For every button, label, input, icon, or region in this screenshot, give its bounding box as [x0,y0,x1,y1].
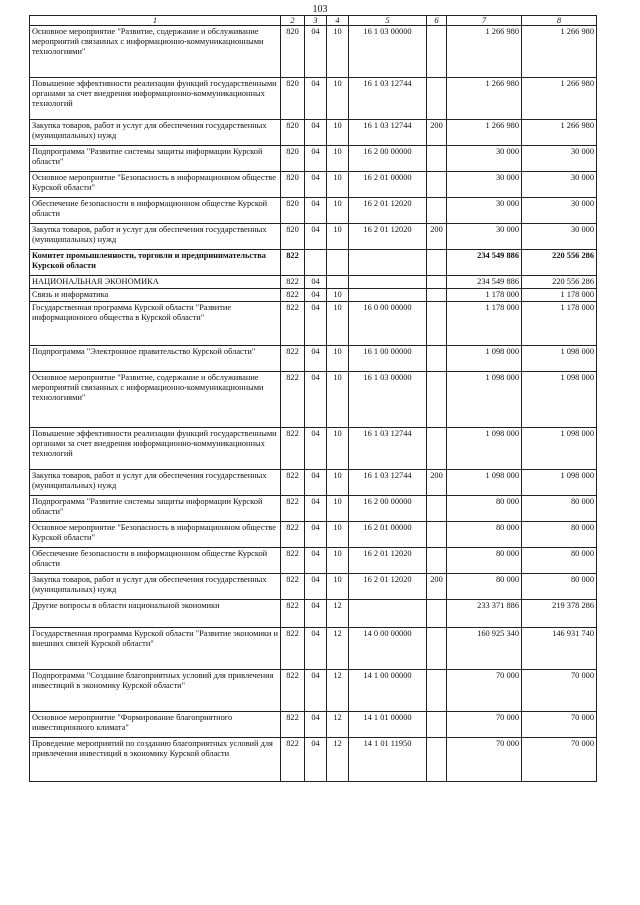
row-name-cell: Проведение мероприятий по созданию благоприятных условий для привлечения инвестиций в экономику Курской области [30,738,281,782]
row-cell-col2: 822 [281,628,305,670]
row-cell-col7: 234 549 886 [447,250,522,276]
row-cell-col6 [427,372,447,428]
row-cell-col3: 04 [305,120,327,146]
row-cell-col8: 220 556 286 [522,276,597,289]
table-row [30,496,597,522]
row-cell-col7: 80 000 [447,548,522,574]
row-cell-col6 [427,522,447,548]
row-name-cell: Основное мероприятие "Безопасность в информационном обществе Курской области" [30,172,281,198]
table-row [30,470,597,496]
row-cell-col4: 10 [327,302,349,346]
row-cell-col5: 14 0 00 00000 [349,628,427,670]
row-cell-col5: 16 1 00 00000 [349,346,427,372]
col-header-8: 8 [522,16,597,26]
row-name-cell: Государственная программа Курской области "Развитие экономики и внешних связей Курской области" [30,628,281,670]
row-cell-col8: 80 000 [522,496,597,522]
row-cell-col5 [349,250,427,276]
row-cell-col3 [305,250,327,276]
row-cell-col4: 10 [327,470,349,496]
row-cell-col2: 822 [281,428,305,470]
row-cell-col3: 04 [305,172,327,198]
row-cell-col5: 16 2 01 12020 [349,224,427,250]
row-cell-col6 [427,250,447,276]
row-cell-col3: 04 [305,574,327,600]
row-name-cell: Обеспечение безопасности в информационном обществе Курской области [30,548,281,574]
row-cell-col5: 16 1 03 00000 [349,26,427,78]
row-cell-col4: 10 [327,372,349,428]
page-number: 103 [312,4,328,15]
row-cell-col3: 04 [305,548,327,574]
table-row [30,428,597,470]
table-row [30,146,597,172]
row-cell-col3: 04 [305,470,327,496]
row-name-cell: Основное мероприятие "Развитие, содержание и обслуживание мероприятий связанных с информационно-коммуникационными технологиями" [30,26,281,78]
col-header-1: 1 [30,16,281,26]
row-cell-col7: 30 000 [447,146,522,172]
row-name-cell: Государственная программа Курской области "Развитие информационного общества в Курской области" [30,302,281,346]
col-header-4: 4 [327,16,349,26]
row-cell-col2: 820 [281,172,305,198]
table-row [30,224,597,250]
row-cell-col5: 16 1 03 00000 [349,372,427,428]
row-cell-col8: 1 266 980 [522,78,597,120]
row-cell-col6 [427,738,447,782]
table-row [30,372,597,428]
row-name-cell: Связь и информатика [30,289,281,302]
row-cell-col5: 16 1 03 12744 [349,78,427,120]
row-cell-col2: 822 [281,548,305,574]
table-row [30,738,597,782]
table-row [30,574,597,600]
col-header-6: 6 [427,16,447,26]
row-cell-col4 [327,250,349,276]
col-header-7: 7 [447,16,522,26]
row-cell-col2: 820 [281,26,305,78]
row-cell-col8: 80 000 [522,548,597,574]
row-cell-col8: 1 098 000 [522,428,597,470]
row-cell-col2: 822 [281,346,305,372]
table-row [30,289,597,302]
row-cell-col4: 10 [327,496,349,522]
row-cell-col2: 822 [281,670,305,712]
table-row [30,302,597,346]
row-cell-col3: 04 [305,146,327,172]
column-number-row [30,16,597,26]
row-cell-col4: 10 [327,289,349,302]
row-cell-col2: 822 [281,276,305,289]
row-cell-col5: 16 0 00 00000 [349,302,427,346]
row-cell-col8: 1 098 000 [522,372,597,428]
row-cell-col5: 14 1 01 11950 [349,738,427,782]
row-cell-col3: 04 [305,302,327,346]
row-cell-col5: 16 2 01 00000 [349,522,427,548]
row-cell-col8: 146 931 740 [522,628,597,670]
row-cell-col7: 1 098 000 [447,372,522,428]
row-cell-col2: 820 [281,198,305,224]
row-cell-col2: 822 [281,250,305,276]
row-name-cell: Обеспечение безопасности в информационном обществе Курской области [30,198,281,224]
row-cell-col5 [349,289,427,302]
row-cell-col3: 04 [305,26,327,78]
row-cell-col6 [427,78,447,120]
row-name-cell: Закупка товаров, работ и услуг для обеспечения государственных (муниципальных) нужд [30,470,281,496]
row-name-cell: Подпрограмма "Развитие системы защиты информации Курской области" [30,146,281,172]
row-cell-col6 [427,302,447,346]
row-cell-col5: 16 2 01 12020 [349,574,427,600]
row-cell-col2: 822 [281,738,305,782]
row-cell-col4: 12 [327,600,349,628]
row-cell-col5: 16 2 01 12020 [349,198,427,224]
row-name-cell: Закупка товаров, работ и услуг для обеспечения государственных (муниципальных) нужд [30,574,281,600]
row-cell-col7: 30 000 [447,172,522,198]
row-cell-col5 [349,276,427,289]
row-cell-col4: 10 [327,198,349,224]
row-name-cell: Повышение эффективности реализации функций государственными органами за счет внедрения информационно-коммуникационных технологий [30,428,281,470]
row-cell-col8: 30 000 [522,172,597,198]
row-cell-col7: 70 000 [447,712,522,738]
row-cell-col8: 70 000 [522,670,597,712]
row-cell-col3: 04 [305,628,327,670]
table-row [30,78,597,120]
row-cell-col6: 200 [427,224,447,250]
row-cell-col5: 16 1 03 12744 [349,470,427,496]
row-cell-col7: 1 098 000 [447,470,522,496]
row-cell-col8: 80 000 [522,574,597,600]
row-cell-col4: 10 [327,574,349,600]
row-cell-col2: 822 [281,470,305,496]
row-cell-col3: 04 [305,289,327,302]
row-cell-col6 [427,26,447,78]
table-row [30,172,597,198]
row-cell-col5: 16 2 01 12020 [349,548,427,574]
row-cell-col5: 16 1 03 12744 [349,120,427,146]
row-cell-col4: 10 [327,522,349,548]
row-cell-col2: 822 [281,712,305,738]
row-cell-col2: 820 [281,120,305,146]
row-cell-col3: 04 [305,522,327,548]
row-cell-col7: 1 266 980 [447,120,522,146]
row-cell-col7: 70 000 [447,738,522,782]
row-cell-col7: 80 000 [447,574,522,600]
row-cell-col6: 200 [427,574,447,600]
row-cell-col4: 10 [327,346,349,372]
row-cell-col6: 200 [427,120,447,146]
row-cell-col3: 04 [305,738,327,782]
col-header-3: 3 [305,16,327,26]
row-cell-col2: 822 [281,574,305,600]
col-header-2: 2 [281,16,305,26]
row-cell-col8: 220 556 286 [522,250,597,276]
budget-table [29,15,597,782]
row-cell-col6 [427,496,447,522]
row-cell-col2: 820 [281,146,305,172]
table-body [30,26,597,782]
row-cell-col7: 160 925 340 [447,628,522,670]
row-cell-col8: 1 178 000 [522,302,597,346]
row-cell-col2: 822 [281,522,305,548]
row-cell-col7: 1 178 000 [447,289,522,302]
row-cell-col6 [427,276,447,289]
row-cell-col6 [427,289,447,302]
row-name-cell: Комитет промышленности, торговли и предпринимательства Курской области [30,250,281,276]
row-cell-col6 [427,172,447,198]
row-name-cell: Подпрограмма "Развитие системы защиты информации Курской области" [30,496,281,522]
row-cell-col3: 04 [305,78,327,120]
row-cell-col2: 822 [281,372,305,428]
row-cell-col7: 1 266 980 [447,26,522,78]
row-cell-col7: 80 000 [447,496,522,522]
row-cell-col6 [427,428,447,470]
row-cell-col3: 04 [305,346,327,372]
row-cell-col5: 16 2 00 00000 [349,496,427,522]
row-cell-col7: 80 000 [447,522,522,548]
row-name-cell: НАЦИОНАЛЬНАЯ ЭКОНОМИКА [30,276,281,289]
row-name-cell: Подпрограмма "Создание благоприятных условий для привлечения инвестиций в экономику Курской области" [30,670,281,712]
row-cell-col3: 04 [305,372,327,428]
table-row [30,712,597,738]
row-cell-col4: 12 [327,670,349,712]
row-cell-col6 [427,346,447,372]
table-row [30,198,597,224]
col-header-5: 5 [349,16,427,26]
table-row [30,628,597,670]
row-cell-col5: 14 1 00 00000 [349,670,427,712]
row-cell-col4: 10 [327,146,349,172]
row-name-cell: Основное мероприятие "Развитие, содержание и обслуживание мероприятий связанных с информационно-коммуникационными технологиями" [30,372,281,428]
row-cell-col4: 12 [327,712,349,738]
row-name-cell: Закупка товаров, работ и услуг для обеспечения государственных (муниципальных) нужд [30,120,281,146]
row-cell-col2: 820 [281,224,305,250]
row-cell-col2: 822 [281,496,305,522]
table-row [30,600,597,628]
row-cell-col4: 10 [327,120,349,146]
row-cell-col2: 820 [281,78,305,120]
row-cell-col8: 1 266 980 [522,120,597,146]
table-row [30,548,597,574]
row-cell-col3: 04 [305,670,327,712]
row-cell-col6 [427,712,447,738]
row-cell-col3: 04 [305,428,327,470]
row-cell-col3: 04 [305,198,327,224]
row-name-cell: Другие вопросы в области национальной экономики [30,600,281,628]
row-cell-col8: 30 000 [522,146,597,172]
row-cell-col3: 04 [305,276,327,289]
row-cell-col2: 822 [281,600,305,628]
row-cell-col7: 234 549 886 [447,276,522,289]
row-cell-col7: 30 000 [447,224,522,250]
row-name-cell: Закупка товаров, работ и услуг для обеспечения государственных (муниципальных) нужд [30,224,281,250]
row-cell-col4: 10 [327,224,349,250]
row-cell-col8: 70 000 [522,738,597,782]
table-row [30,120,597,146]
row-cell-col4: 10 [327,172,349,198]
row-cell-col6 [427,548,447,574]
row-cell-col7: 1 266 980 [447,78,522,120]
row-cell-col6 [427,198,447,224]
row-cell-col8: 80 000 [522,522,597,548]
row-cell-col4: 12 [327,738,349,782]
row-cell-col6: 200 [427,470,447,496]
table-row [30,522,597,548]
table-row [30,346,597,372]
row-cell-col8: 1 266 980 [522,26,597,78]
row-name-cell: Повышение эффективности реализации функций государственными органами за счет внедрения информационно-коммуникационных технологий [30,78,281,120]
table-row [30,276,597,289]
row-cell-col6 [427,600,447,628]
row-cell-col8: 1 098 000 [522,470,597,496]
row-cell-col8: 30 000 [522,198,597,224]
row-cell-col8: 1 178 000 [522,289,597,302]
row-cell-col3: 04 [305,600,327,628]
row-cell-col6 [427,628,447,670]
row-cell-col8: 30 000 [522,224,597,250]
row-name-cell: Основное мероприятие "Безопасность в информационном обществе Курской области" [30,522,281,548]
row-cell-col8: 70 000 [522,712,597,738]
row-cell-col7: 233 371 886 [447,600,522,628]
row-cell-col7: 1 098 000 [447,346,522,372]
row-cell-col5: 16 1 03 12744 [349,428,427,470]
row-cell-col5: 16 2 00 00000 [349,146,427,172]
row-cell-col4: 10 [327,78,349,120]
row-cell-col6 [427,670,447,712]
row-cell-col4 [327,276,349,289]
row-cell-col5: 14 1 01 00000 [349,712,427,738]
table-row [30,670,597,712]
row-name-cell: Основное мероприятие "Формирование благоприятного инвестиционного климата" [30,712,281,738]
row-cell-col3: 04 [305,224,327,250]
row-cell-col4: 12 [327,628,349,670]
row-cell-col3: 04 [305,712,327,738]
table-row [30,26,597,78]
row-cell-col7: 70 000 [447,670,522,712]
row-cell-col7: 30 000 [447,198,522,224]
row-cell-col2: 822 [281,289,305,302]
row-cell-col2: 822 [281,302,305,346]
row-cell-col3: 04 [305,496,327,522]
row-name-cell: Подпрограмма "Электронное правительство Курской области" [30,346,281,372]
row-cell-col4: 10 [327,548,349,574]
row-cell-col4: 10 [327,26,349,78]
row-cell-col7: 1 178 000 [447,302,522,346]
table-header [30,16,597,26]
table-row [30,250,597,276]
row-cell-col8: 1 098 000 [522,346,597,372]
row-cell-col8: 219 378 286 [522,600,597,628]
row-cell-col4: 10 [327,428,349,470]
row-cell-col6 [427,146,447,172]
row-cell-col7: 1 098 000 [447,428,522,470]
row-cell-col5: 16 2 01 00000 [349,172,427,198]
row-cell-col5 [349,600,427,628]
